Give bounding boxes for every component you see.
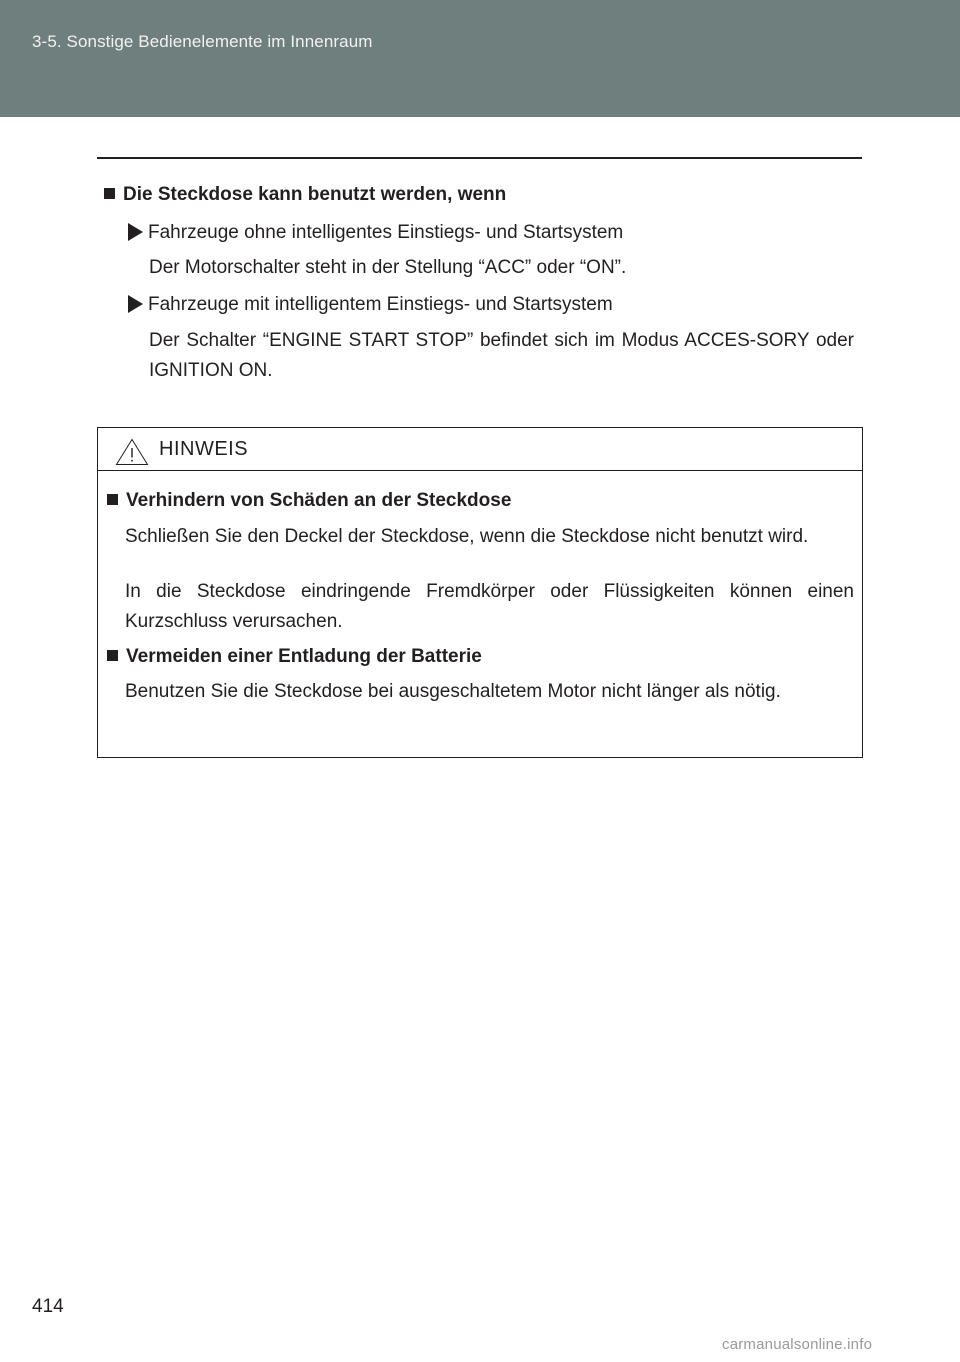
- note-header: [98, 428, 862, 471]
- note-section-heading: [107, 646, 482, 668]
- header-band: [0, 0, 960, 117]
- usage-heading: [104, 184, 506, 206]
- note-paragraph: Schließen Sie den Deckel der Steckdose, wenn die Steckdose nicht benutzt wird.: [125, 526, 809, 547]
- note-section-heading-text: Vermeiden einer Entladung der Batterie: [126, 646, 482, 667]
- note-section-heading: [107, 490, 511, 512]
- note-paragraph: Benutzen Sie die Steckdose bei ausgeschaltetem Motor nicht länger als nötig.: [125, 681, 781, 702]
- triangle-bullet-icon: [128, 295, 143, 313]
- triangle-bullet-icon: [128, 223, 143, 241]
- warning-triangle-icon: [115, 438, 149, 466]
- square-bullet-icon: [107, 494, 118, 505]
- square-bullet-icon: [107, 650, 118, 661]
- note-title: HINWEIS: [159, 438, 249, 460]
- usage-item-text: Der Schalter “ENGINE START STOP” befindet sich im Modus ACCES-SORY oder IGNITION ON.: [149, 330, 854, 381]
- usage-item-text: Der Motorschalter steht in der Stellung “ACC” oder “ON”.: [149, 257, 627, 278]
- usage-item-label: Fahrzeuge mit intelligentem Einstiegs- und Startsystem: [148, 294, 613, 315]
- usage-item-label: Fahrzeuge ohne intelligentes Einstiegs- und Startsystem: [148, 222, 624, 243]
- top-rule: [97, 157, 862, 159]
- square-bullet-icon: [104, 188, 115, 199]
- section-title: 3-5. Sonstige Bedienelemente im Innenraum: [32, 32, 373, 51]
- page-number: 414: [32, 1296, 64, 1317]
- note-box: [97, 427, 863, 758]
- note-paragraph: In die Steckdose eindringende Fremdkörper oder Flüssigkeiten können einen Kurzschluss verursachen.: [125, 581, 854, 632]
- note-section-heading-text: Verhindern von Schäden an der Steckdose: [126, 490, 512, 511]
- usage-heading-text: Die Steckdose kann benutzt werden, wenn: [123, 184, 507, 205]
- usage-item-smart-key: [128, 294, 613, 316]
- watermark: carmanualsonline.info: [722, 1336, 873, 1353]
- usage-item-no-smart-key: [128, 222, 623, 244]
